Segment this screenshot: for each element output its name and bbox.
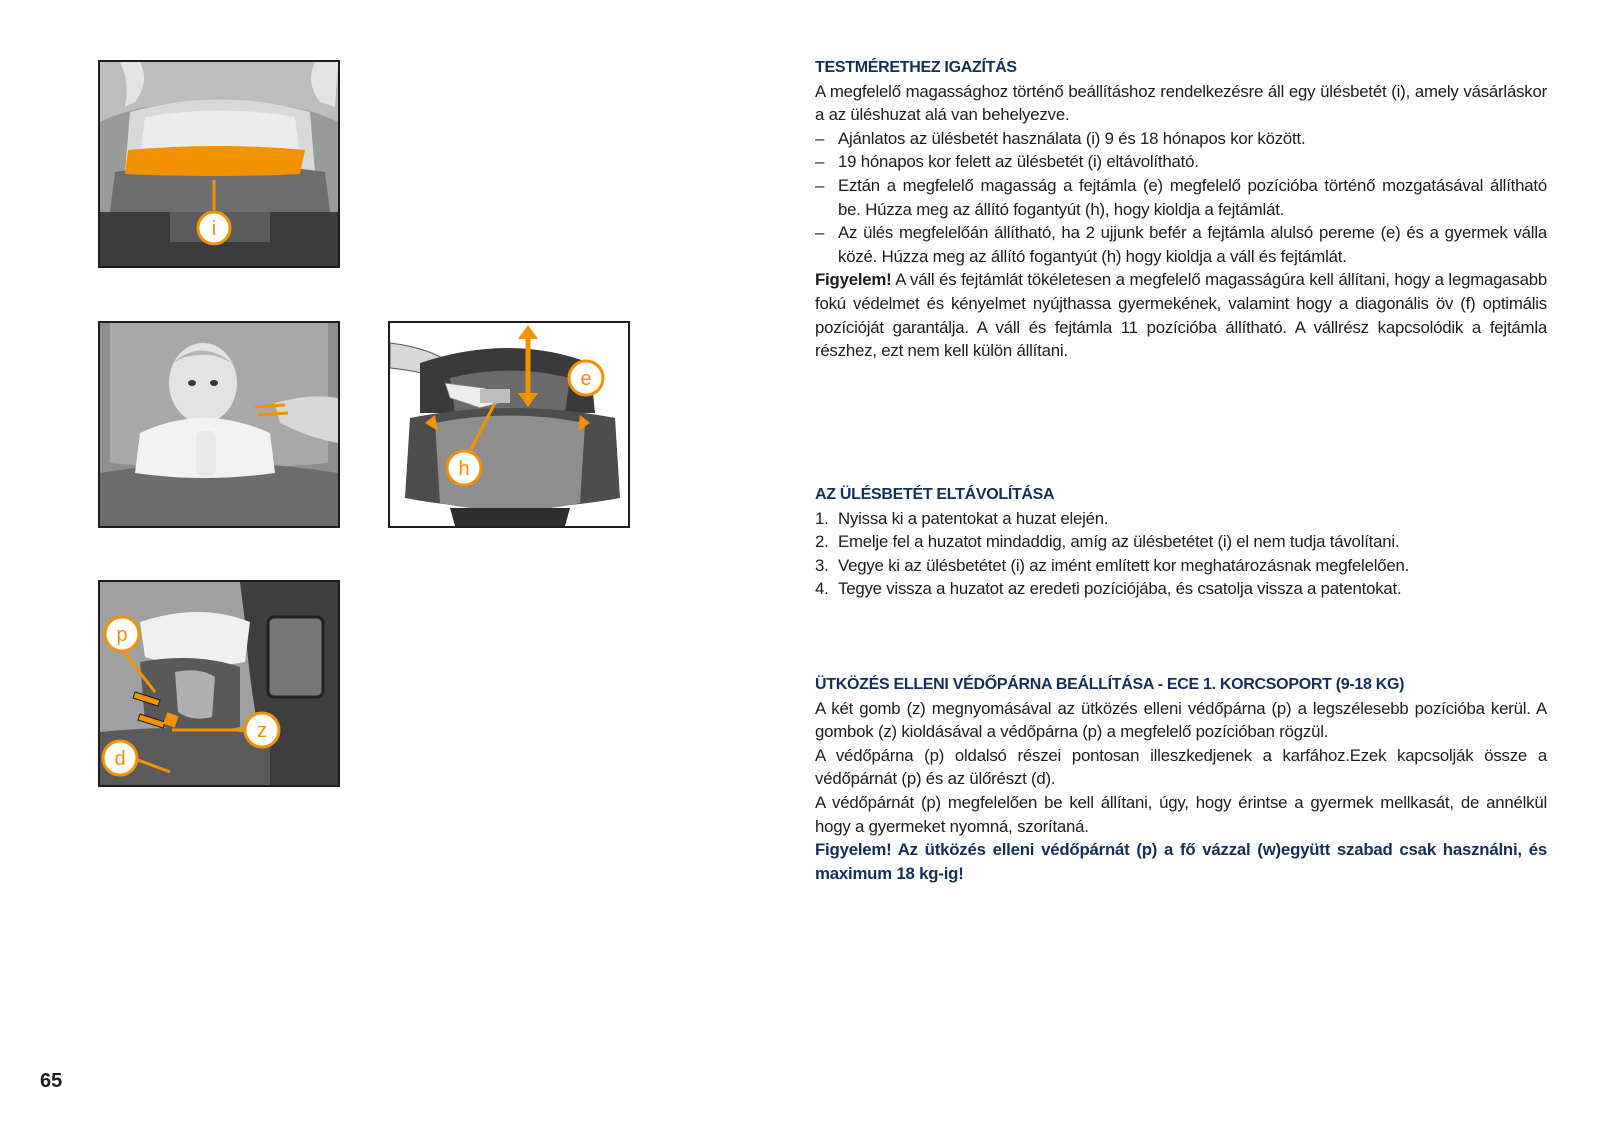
- label-d: d: [114, 748, 126, 770]
- list-item: [815, 554, 1547, 578]
- label-h: h: [458, 458, 470, 480]
- paragraph: A védőpárna (p) oldalsó részei pontosan illeszkedjenek a karfához.Ezek kapcsolják össze a védőpárnát (p) és az ülőrészt (d).: [815, 745, 1547, 789]
- list-item: [815, 507, 1547, 531]
- paragraph: A két gomb (z) megnyomásával az ütközés elleni védőpárna (p) a legszélesebb pozícióba kerül. A gombok (z) kioldásával a védőpárna (p) a megfelelő pozícióban rögzül.: [815, 698, 1547, 742]
- list-marker: –: [815, 152, 825, 172]
- list-marker: –: [815, 223, 825, 243]
- section-heading: TESTMÉRETHEZ IGAZÍTÁS: [815, 59, 1017, 76]
- page-number: 65: [40, 1070, 63, 1092]
- figure-headrest-adjust: [388, 321, 630, 528]
- section-impact-shield: [815, 673, 1547, 885]
- list-item: [815, 530, 1547, 554]
- list-item-text: Ajánlatos az ülésbetét használata (i) 9 és 18 hónapos kor között.: [838, 128, 1306, 148]
- list-item-text: 19 hónapos kor felett az ülésbetét (i) eltávolítható.: [838, 152, 1199, 172]
- warning-text: Figyelem! Az ütközés elleni védőpárnát (p) a fő vázzal (w)együtt szabad csak használni, és maximum 18 kg-ig!: [815, 840, 1547, 883]
- list-item-text: Tegye vissza a huzatot az eredeti pozíciójába, és csatolja vissza a patentokat.: [838, 579, 1402, 599]
- paragraph: A megfelelő magassághoz történő beállításhoz rendelkezésre áll egy ülésbetét (i), amely vásárláskor a az üléshuzat alá van behelyezve.: [815, 81, 1547, 125]
- figure-seat-insert: [98, 60, 340, 268]
- figure-impact-shield: [98, 580, 340, 787]
- list-number: 3.: [815, 555, 829, 575]
- list-item: [815, 221, 1547, 268]
- list-number: 1.: [815, 508, 829, 528]
- list-item-text: Vegye ki az ülésbetétet (i) az imént említett kor meghatározásnak megfelelően.: [838, 555, 1410, 575]
- list-number: 2.: [815, 532, 829, 552]
- section-heading: ÜTKÖZÉS ELLENI VÉDŐPÁRNA BEÁLLÍTÁSA - ECE 1. KORCSOPORT (9-18 KG): [815, 676, 1405, 693]
- list-marker: –: [815, 175, 825, 195]
- attention-label: Figyelem!: [815, 270, 892, 290]
- list-item-text: Nyissa ki a patentokat a huzat elején.: [838, 508, 1109, 528]
- list-item: [815, 174, 1547, 221]
- label-e: e: [580, 368, 592, 390]
- list-item: [815, 127, 1547, 151]
- list-item-text: Emelje fel a huzatot mindaddig, amíg az ülésbetétet (i) el nem tudja távolítani.: [838, 532, 1400, 552]
- list-item: [815, 150, 1547, 174]
- label-z: z: [257, 720, 267, 742]
- list-item-text: Eztán a megfelelő magasság a fejtámla (e) megfelelő pozícióba történő mozgatásával állítható be. Húzza meg az állító fogantyút (h), hogy kioldja a fejtámlát.: [838, 175, 1547, 219]
- label-p: p: [116, 624, 128, 646]
- attention-text: A váll és fejtámlát tökéletesen a megfelelő magasságúra kell állítani, hogy a legmagasabb fokú védelmet és kényelmet nyújthassa gyermekének, valamint hogy a diagonális öv (f) optimális pozícióját garantálja. A váll és fejtámla 11 pozícióba állítható. A vállrész kapcsolódik a fejtámla részhez, ezt nem kell külön állítani.: [815, 270, 1547, 361]
- list-number: 4.: [815, 579, 829, 599]
- section-size-adjustment: [815, 56, 1547, 363]
- label-i: i: [211, 218, 217, 240]
- section-heading: AZ ÜLÉSBETÉT ELTÁVOLÍTÁSA: [815, 486, 1055, 503]
- section-insert-removal: [815, 483, 1547, 601]
- list-item: [815, 577, 1547, 601]
- paragraph: A védőpárnát (p) megfelelően be kell állítani, úgy, hogy érintse a gyermek mellkasát, de annélkül hogy a gyermeket nyomná, szorítaná.: [815, 792, 1547, 836]
- list-item-text: Az ülés megfelelőán állítható, ha 2 ujjunk befér a fejtámla alulsó pereme (e) és a gyermek válla közé. Húzza meg az állító fogantyút (h) hogy kioldja a váll és fejtámlát.: [838, 223, 1547, 266]
- figure-child-in-seat: [98, 321, 340, 528]
- list-marker: –: [815, 128, 825, 148]
- attention-note: [815, 268, 1547, 362]
